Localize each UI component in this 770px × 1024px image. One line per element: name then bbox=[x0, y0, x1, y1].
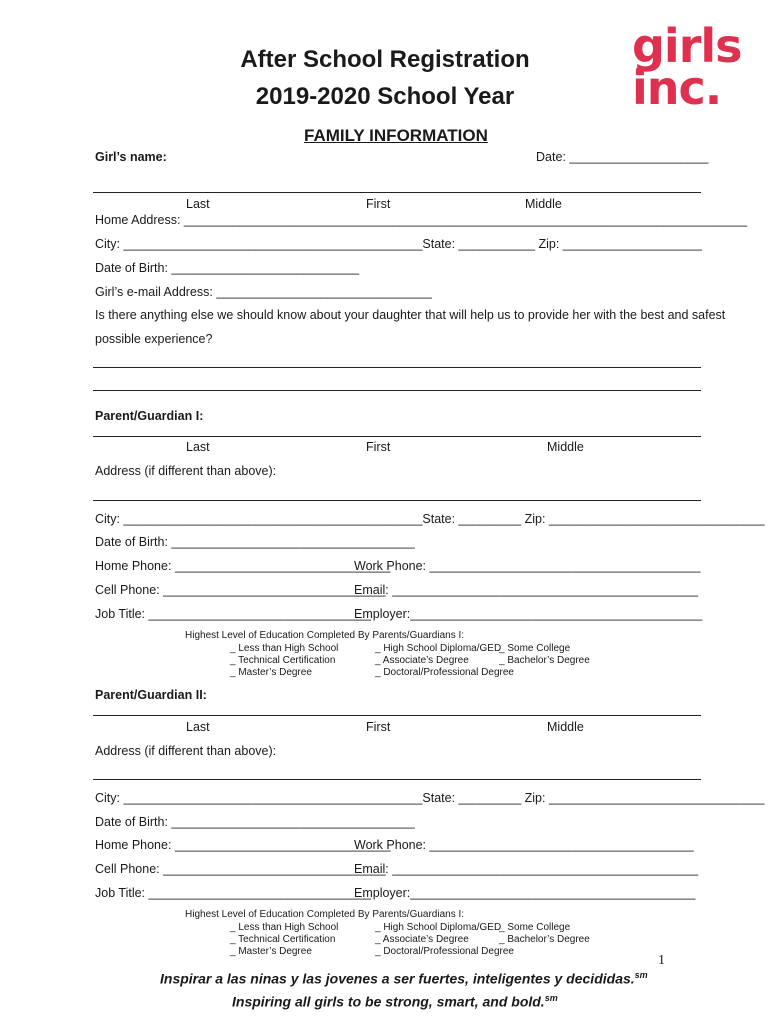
g2-employer-field[interactable]: Employer:_________________________________________ bbox=[354, 886, 696, 900]
g1-edu-option[interactable]: _ Master’s Degree bbox=[230, 667, 312, 678]
question-text-2: possible experience? bbox=[95, 332, 213, 346]
g2-edu-option[interactable]: _ Associate’s Degree bbox=[375, 934, 469, 945]
logo-line1: girls bbox=[632, 19, 742, 73]
girls-name-label: Girl’s name: bbox=[95, 150, 167, 164]
g1-address-label: Address (if different than above): bbox=[95, 464, 277, 478]
g2-email-field[interactable]: Email: ____________________________________________ bbox=[354, 862, 699, 876]
g1-edu-option[interactable]: _ Some College bbox=[499, 643, 571, 654]
name-part-last: Last bbox=[186, 197, 210, 211]
g2-work-phone-field[interactable]: Work Phone: ______________________________________ bbox=[354, 838, 694, 852]
tagline-english bbox=[232, 993, 558, 1010]
dob-field[interactable]: Date of Birth: ___________________________ bbox=[95, 261, 360, 275]
g2-job-title-field[interactable]: Job Title: ________________________________ bbox=[95, 886, 371, 900]
g1-name-middle: Middle bbox=[547, 440, 584, 454]
g2-name-last: Last bbox=[186, 720, 210, 734]
g1-city-state-zip-field[interactable]: City: ___________________________________________State: _________ Zip: _______________________________ bbox=[95, 512, 765, 526]
g2-dob-field[interactable]: Date of Birth: ___________________________________ bbox=[95, 815, 415, 829]
guardian2-heading: Parent/Guardian II: bbox=[95, 688, 207, 702]
tagline-spanish-text: Inspirar a las ninas y las jovenes a ser fuertes, inteligentes y decididas. bbox=[160, 970, 635, 987]
g1-email-field[interactable]: Email: ____________________________________________ bbox=[354, 583, 699, 597]
g1-address-line[interactable] bbox=[93, 500, 701, 501]
service-mark: sm bbox=[544, 993, 558, 1003]
g1-home-phone-field[interactable]: Home Phone: _______________________________ bbox=[95, 559, 391, 573]
g1-work-phone-field[interactable]: Work Phone: _______________________________________ bbox=[354, 559, 701, 573]
name-part-middle: Middle bbox=[525, 197, 562, 211]
g2-edu-option[interactable]: _ Some College bbox=[499, 922, 571, 933]
date-field[interactable]: Date: ____________________ bbox=[536, 150, 709, 164]
g2-edu-option[interactable]: _ Technical Certification bbox=[230, 934, 336, 945]
question-text: Is there anything else we should know about your daughter that will help us to provide her with the best and safest bbox=[95, 308, 726, 322]
g2-edu-option[interactable]: _ High School Diploma/GED bbox=[375, 922, 502, 933]
girl-email-field[interactable]: Girl’s e-mail Address: _______________________________ bbox=[95, 285, 432, 299]
family-info-heading: FAMILY INFORMATION bbox=[304, 126, 488, 145]
guardian1-heading: Parent/Guardian I: bbox=[95, 409, 204, 423]
tagline-english-text: Inspiring all girls to be strong, smart, and bold. bbox=[232, 993, 545, 1010]
g2-edu-option[interactable]: _ Bachelor’s Degree bbox=[499, 934, 590, 945]
g1-name-last: Last bbox=[186, 440, 210, 454]
page-number: 1 bbox=[658, 953, 665, 968]
g1-dob-field[interactable]: Date of Birth: ___________________________________ bbox=[95, 535, 415, 549]
g2-name-first: First bbox=[366, 720, 391, 734]
service-mark: sm bbox=[634, 970, 648, 980]
home-address-field[interactable]: Home Address: _________________________________________________________________________________ bbox=[95, 213, 748, 227]
g2-city-state-zip-field[interactable]: City: ___________________________________________State: _________ Zip: _______________________________ bbox=[95, 791, 765, 805]
g2-home-phone-field[interactable]: Home Phone: _______________________________ bbox=[95, 838, 391, 852]
girls-inc-logo bbox=[632, 19, 742, 115]
answer-line-2[interactable] bbox=[93, 390, 701, 391]
g2-address-line[interactable] bbox=[93, 779, 701, 780]
g1-edu-option[interactable]: _ Less than High School bbox=[230, 643, 339, 654]
g2-name-middle: Middle bbox=[547, 720, 584, 734]
g1-cell-phone-field[interactable]: Cell Phone: ________________________________ bbox=[95, 583, 386, 597]
g2-edu-option[interactable]: _ Master’s Degree bbox=[230, 946, 312, 957]
g1-education-heading: Highest Level of Education Completed By Parents/Guardians I: bbox=[185, 630, 465, 641]
g1-edu-option[interactable]: _ Technical Certification bbox=[230, 655, 336, 666]
answer-line-1[interactable] bbox=[93, 367, 701, 368]
g1-employer-field[interactable]: Employer:__________________________________________ bbox=[354, 607, 703, 621]
girls-name-line[interactable] bbox=[93, 192, 701, 193]
g1-edu-option[interactable]: _ Doctoral/Professional Degree bbox=[375, 667, 514, 678]
tagline-spanish bbox=[160, 970, 648, 987]
g2-edu-option[interactable]: _ Doctoral/Professional Degree bbox=[375, 946, 514, 957]
logo-line2: inc. bbox=[632, 61, 722, 115]
page-title: After School Registration bbox=[240, 46, 530, 73]
g2-cell-phone-field[interactable]: Cell Phone: ________________________________ bbox=[95, 862, 386, 876]
name-part-first: First bbox=[366, 197, 391, 211]
g1-edu-option[interactable]: _ High School Diploma/GED bbox=[375, 643, 502, 654]
guardian1-name-line[interactable] bbox=[93, 436, 701, 437]
g1-edu-option[interactable]: _ Associate’s Degree bbox=[375, 655, 469, 666]
g1-name-first: First bbox=[366, 440, 391, 454]
g1-job-title-field[interactable]: Job Title: ________________________________ bbox=[95, 607, 371, 621]
g1-edu-option[interactable]: _ Bachelor’s Degree bbox=[499, 655, 590, 666]
g2-education-heading: Highest Level of Education Completed By Parents/Guardians I: bbox=[185, 909, 465, 920]
school-year: 2019-2020 School Year bbox=[255, 83, 515, 110]
city-state-zip-field[interactable]: City: ___________________________________________State: ___________ Zip: ____________________ bbox=[95, 237, 702, 251]
g2-edu-option[interactable]: _ Less than High School bbox=[230, 922, 339, 933]
guardian2-name-line[interactable] bbox=[93, 715, 701, 716]
g2-address-label: Address (if different than above): bbox=[95, 744, 277, 758]
